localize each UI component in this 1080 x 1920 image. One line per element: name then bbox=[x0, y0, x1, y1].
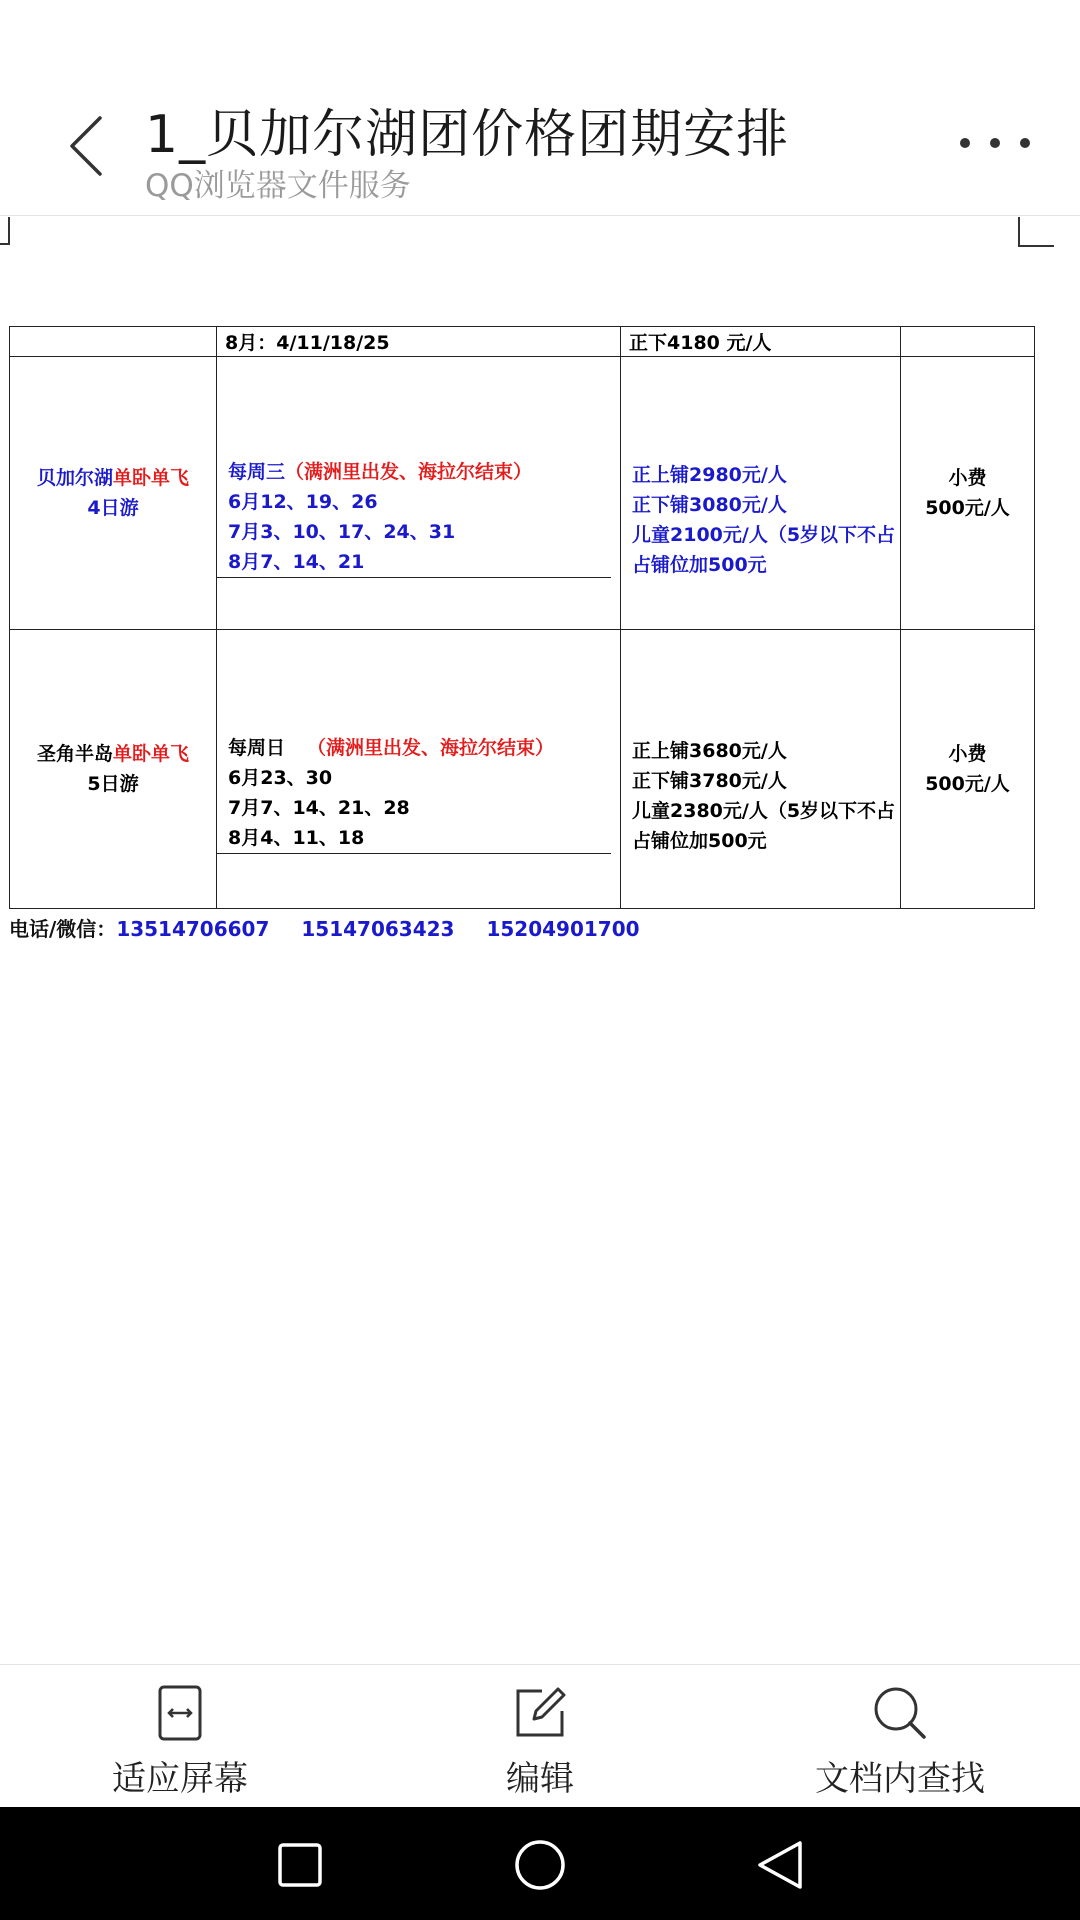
tour-duration: 4日游 bbox=[87, 497, 139, 519]
document-viewer[interactable] bbox=[0, 217, 1080, 1664]
page-corner-mark bbox=[0, 217, 10, 245]
contact-line bbox=[9, 913, 640, 942]
table-row bbox=[10, 357, 1035, 630]
schedule-date-line: 8月4、11、18 bbox=[217, 823, 611, 854]
more-dots-icon bbox=[990, 138, 1000, 148]
tour-type: 单卧单飞 bbox=[113, 743, 190, 765]
schedule-date-line: 6月12、19、26 bbox=[228, 491, 378, 513]
app-header bbox=[0, 0, 1080, 216]
chevron-left-icon bbox=[68, 115, 104, 177]
price-cell bbox=[621, 357, 901, 630]
tour-duration: 5日游 bbox=[87, 773, 139, 795]
phone-number: 13514706607 bbox=[116, 917, 270, 941]
tip-cell bbox=[901, 357, 1035, 630]
more-dots-icon bbox=[1020, 138, 1030, 148]
schedule-date-line: 8月7、14、21 bbox=[217, 547, 611, 578]
bottom-toolbar bbox=[0, 1664, 1080, 1807]
square-icon bbox=[277, 1842, 323, 1888]
edit-label: 编辑 bbox=[506, 1759, 574, 1799]
schedule-cell bbox=[217, 630, 621, 909]
tip-label: 小费 bbox=[948, 467, 987, 489]
find-in-document-button[interactable] bbox=[800, 1665, 1000, 1808]
home-button[interactable] bbox=[510, 1835, 570, 1895]
schedule-date-line: 7月3、10、17、24、31 bbox=[228, 521, 456, 543]
schedule-note: （满洲里出发、海拉尔结束） bbox=[307, 737, 555, 759]
page-title: 1_贝加尔湖团价格团期安排 bbox=[145, 105, 790, 165]
table-cell bbox=[10, 327, 217, 357]
schedule-table bbox=[9, 326, 1035, 909]
tour-name: 圣角半岛 bbox=[36, 743, 113, 765]
tour-type: 单卧单飞 bbox=[113, 467, 190, 489]
price-line: 儿童2380元/人（5岁以下不占 bbox=[632, 800, 896, 822]
tour-name-cell bbox=[10, 357, 217, 630]
schedule-date-line: 7月7、14、21、28 bbox=[228, 797, 410, 819]
tour-name: 贝加尔湖 bbox=[36, 467, 113, 489]
table-cell-dates: 8月：4/11/18/25 bbox=[217, 327, 621, 357]
phone-number: 15204901700 bbox=[486, 917, 640, 941]
more-options-button[interactable] bbox=[960, 130, 1030, 156]
table-row bbox=[10, 630, 1035, 909]
tip-cell bbox=[901, 630, 1035, 909]
table-cell bbox=[901, 327, 1035, 357]
search-icon bbox=[872, 1685, 928, 1741]
price-line: 正上铺2980元/人 bbox=[632, 464, 787, 486]
price-line: 正下铺3780元/人 bbox=[632, 770, 787, 792]
price-line: 占铺位加500元 bbox=[632, 830, 767, 852]
contact-label: 电话/微信： bbox=[9, 917, 117, 941]
tour-name-cell bbox=[10, 630, 217, 909]
system-back-button[interactable] bbox=[750, 1835, 810, 1895]
edit-button[interactable] bbox=[460, 1665, 620, 1808]
schedule-note: （满洲里出发、海拉尔结束） bbox=[285, 461, 533, 483]
tip-value: 500元/人 bbox=[925, 773, 1010, 795]
fit-screen-icon bbox=[157, 1684, 203, 1742]
schedule-cell bbox=[217, 357, 621, 630]
circle-icon bbox=[514, 1839, 566, 1891]
find-label: 文档内查找 bbox=[815, 1759, 985, 1799]
price-line: 儿童2100元/人（5岁以下不占 bbox=[632, 524, 896, 546]
phone-number: 15147063423 bbox=[301, 917, 455, 941]
back-button[interactable] bbox=[58, 108, 114, 184]
table-row bbox=[10, 327, 1035, 357]
table-cell-price: 正下4180 元/人 bbox=[621, 327, 901, 357]
fit-screen-label: 适应屏幕 bbox=[112, 1759, 248, 1799]
recents-button[interactable] bbox=[270, 1835, 330, 1895]
tip-value: 500元/人 bbox=[925, 497, 1010, 519]
price-cell bbox=[621, 630, 901, 909]
more-dots-icon bbox=[960, 138, 970, 148]
triangle-back-icon bbox=[756, 1839, 804, 1891]
fit-screen-button[interactable] bbox=[100, 1665, 260, 1808]
edit-icon bbox=[512, 1685, 568, 1741]
price-line: 正下铺3080元/人 bbox=[632, 494, 787, 516]
price-line: 占铺位加500元 bbox=[632, 554, 767, 576]
page-corner-mark bbox=[1018, 217, 1054, 247]
price-line: 正上铺3680元/人 bbox=[632, 740, 787, 762]
page-subtitle: QQ浏览器文件服务 bbox=[145, 168, 411, 204]
schedule-date-line: 6月23、30 bbox=[228, 767, 333, 789]
system-navigation-bar bbox=[0, 1807, 1080, 1920]
tip-label: 小费 bbox=[948, 743, 987, 765]
schedule-day: 每周日 bbox=[228, 737, 286, 759]
schedule-day: 每周三 bbox=[228, 461, 286, 483]
